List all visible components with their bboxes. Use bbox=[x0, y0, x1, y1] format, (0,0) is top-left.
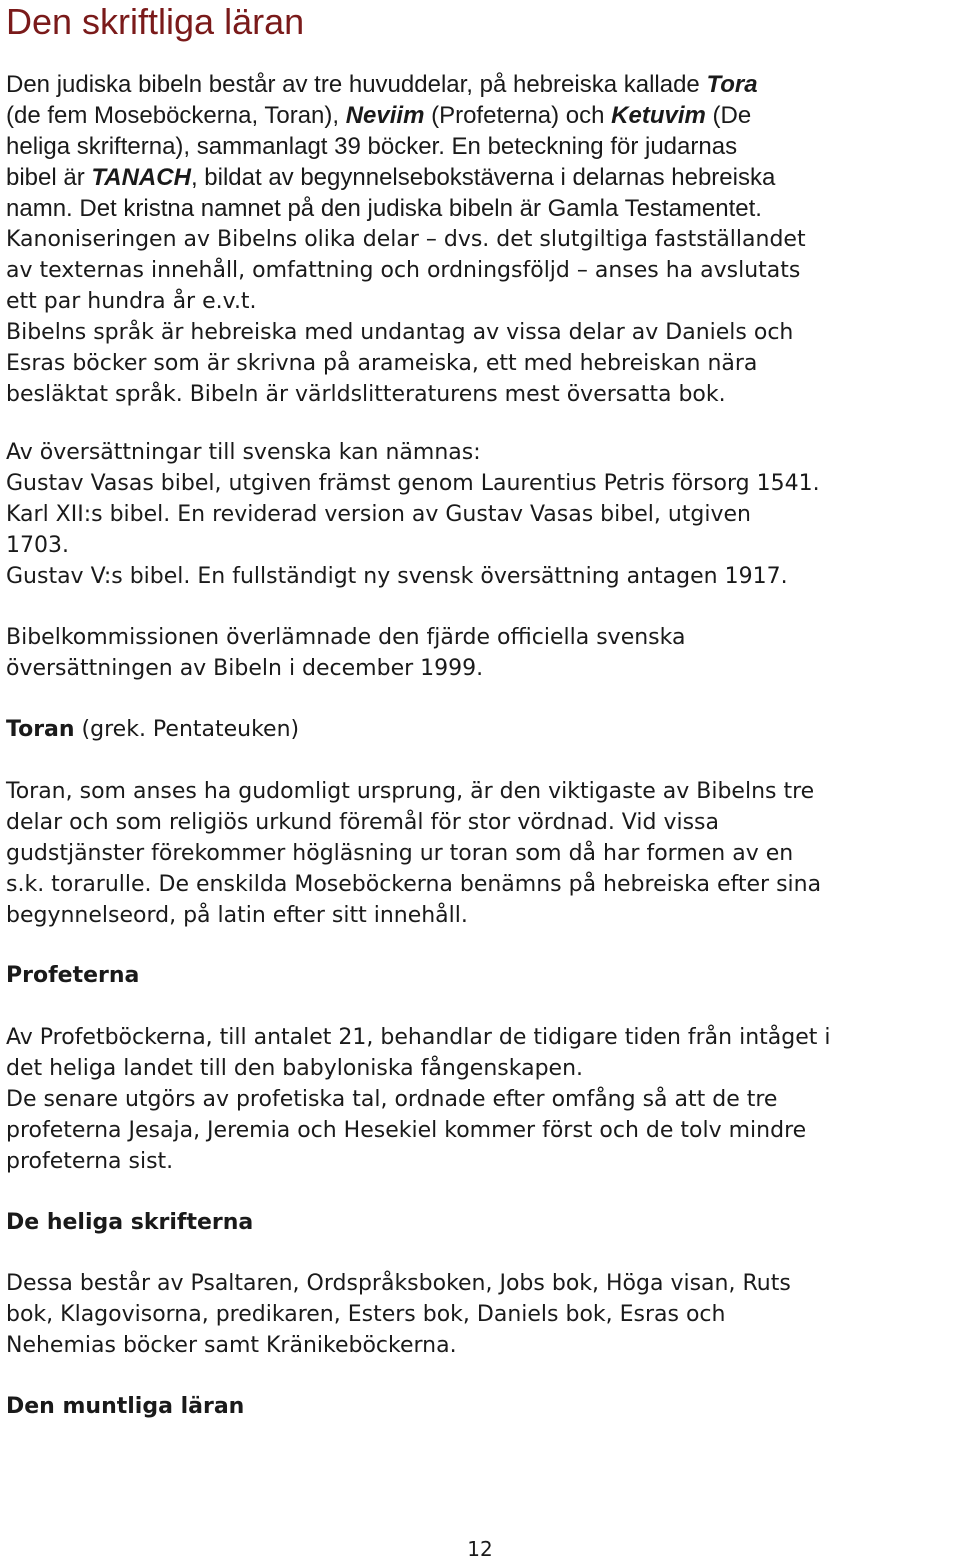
intro-line: (de fem Moseböckerna, Toran), Neviim (Profeterna) och Ketuvim (De bbox=[6, 102, 752, 129]
canon-line: Kanoniseringen av Bibelns olika delar – dvs. det slutgiltiga fastställandet bbox=[6, 227, 806, 252]
term-neviim: Neviim bbox=[345, 102, 425, 129]
commission-paragraph bbox=[6, 622, 685, 684]
skrifterna-line: Nehemias böcker samt Kränikeböckerna. bbox=[6, 1333, 457, 1358]
profeterna-line: det heliga landet till den babyloniska fångenskapen. bbox=[6, 1056, 584, 1081]
intro-line: Den judiska bibeln består av tre huvuddelar, på hebreiska kallade Tora bbox=[6, 71, 758, 98]
toran-paragraph bbox=[6, 776, 821, 931]
intro-line: heliga skrifterna), sammanlagt 39 böcker. En beteckning för judarnas bbox=[6, 133, 738, 160]
canon-line: av texternas innehåll, omfattning och ordningsföljd – anses ha avslutats bbox=[6, 258, 801, 283]
profeterna-line: profeterna sist. bbox=[6, 1149, 174, 1174]
profeterna-paragraph bbox=[6, 1022, 830, 1177]
term-ketuvim: Ketuvim bbox=[611, 102, 706, 129]
page-number: 12 bbox=[467, 1537, 493, 1561]
toran-line: delar och som religiös urkund föremål för stor vördnad. Vid vissa bbox=[6, 810, 719, 835]
profeterna-heading: Profeterna bbox=[6, 963, 140, 988]
language-line: Esras böcker som är skrivna på arameiska, ett med hebreiskan nära bbox=[6, 351, 758, 376]
toran-heading-bold: Toran bbox=[6, 717, 75, 742]
term-tanach: TANACH bbox=[91, 164, 191, 191]
canon-paragraph bbox=[6, 224, 806, 410]
language-line: Bibelns språk är hebreiska med undantag av vissa delar av Daniels och bbox=[6, 320, 794, 345]
page-title: Den skriftliga läran bbox=[6, 1, 305, 42]
profeterna-line: De senare utgörs av profetiska tal, ordnade efter omfång så att de tre bbox=[6, 1087, 778, 1112]
translations-line: 1703. bbox=[6, 533, 69, 558]
skrifterna-heading: De heliga skrifterna bbox=[6, 1210, 254, 1235]
term-tora: Tora bbox=[706, 71, 758, 98]
toran-line: Toran, som anses ha gudomligt ursprung, är den viktigaste av Bibelns tre bbox=[6, 779, 815, 804]
toran-heading bbox=[6, 714, 299, 745]
skrifterna-line: bok, Klagovisorna, predikaren, Esters bok, Daniels bok, Esras och bbox=[6, 1302, 726, 1327]
commission-line: Bibelkommissionen överlämnade den fjärde officiella svenska bbox=[6, 625, 686, 650]
canon-line: ett par hundra år e.v.t. bbox=[6, 289, 257, 314]
translations-line: Av översättningar till svenska kan nämnas: bbox=[6, 440, 481, 465]
translations-line: Gustav V:s bibel. En fullständigt ny svensk översättning antagen 1917. bbox=[6, 564, 788, 589]
intro-line: bibel är TANACH, bildat av begynnelsebokstäverna i delarnas hebreiska bbox=[6, 164, 776, 191]
translations-line: Gustav Vasas bibel, utgiven främst genom Laurentius Petris försorg 1541. bbox=[6, 471, 820, 496]
intro-paragraph bbox=[6, 69, 775, 224]
intro-line: namn. Det kristna namnet på den judiska bibeln är Gamla Testamentet. bbox=[6, 195, 762, 222]
commission-line: översättningen av Bibeln i december 1999. bbox=[6, 656, 484, 681]
toran-line: gudstjänster förekommer högläsning ur toran som då har formen av en bbox=[6, 841, 794, 866]
profeterna-line: profeterna Jesaja, Jeremia och Hesekiel kommer först och de tolv mindre bbox=[6, 1118, 807, 1143]
muntliga-heading: Den muntliga läran bbox=[6, 1394, 245, 1419]
translations-line: Karl XII:s bibel. En reviderad version av Gustav Vasas bibel, utgiven bbox=[6, 502, 751, 527]
toran-line: s.k. torarulle. De enskilda Moseböckerna benämns på hebreiska efter sina bbox=[6, 872, 822, 897]
translations-paragraph bbox=[6, 437, 820, 592]
profeterna-line: Av Profetböckerna, till antalet 21, behandlar de tidigare tiden från intåget i bbox=[6, 1025, 831, 1050]
skrifterna-line: Dessa består av Psaltaren, Ordspråksboken, Jobs bok, Höga visan, Ruts bbox=[6, 1271, 791, 1296]
skrifterna-paragraph bbox=[6, 1268, 791, 1361]
toran-heading-rest: (grek. Pentateuken) bbox=[74, 717, 300, 742]
language-line: besläktat språk. Bibeln är världslitteraturens mest översatta bok. bbox=[6, 382, 726, 407]
toran-line: begynnelseord, på latin efter sitt innehåll. bbox=[6, 903, 468, 928]
